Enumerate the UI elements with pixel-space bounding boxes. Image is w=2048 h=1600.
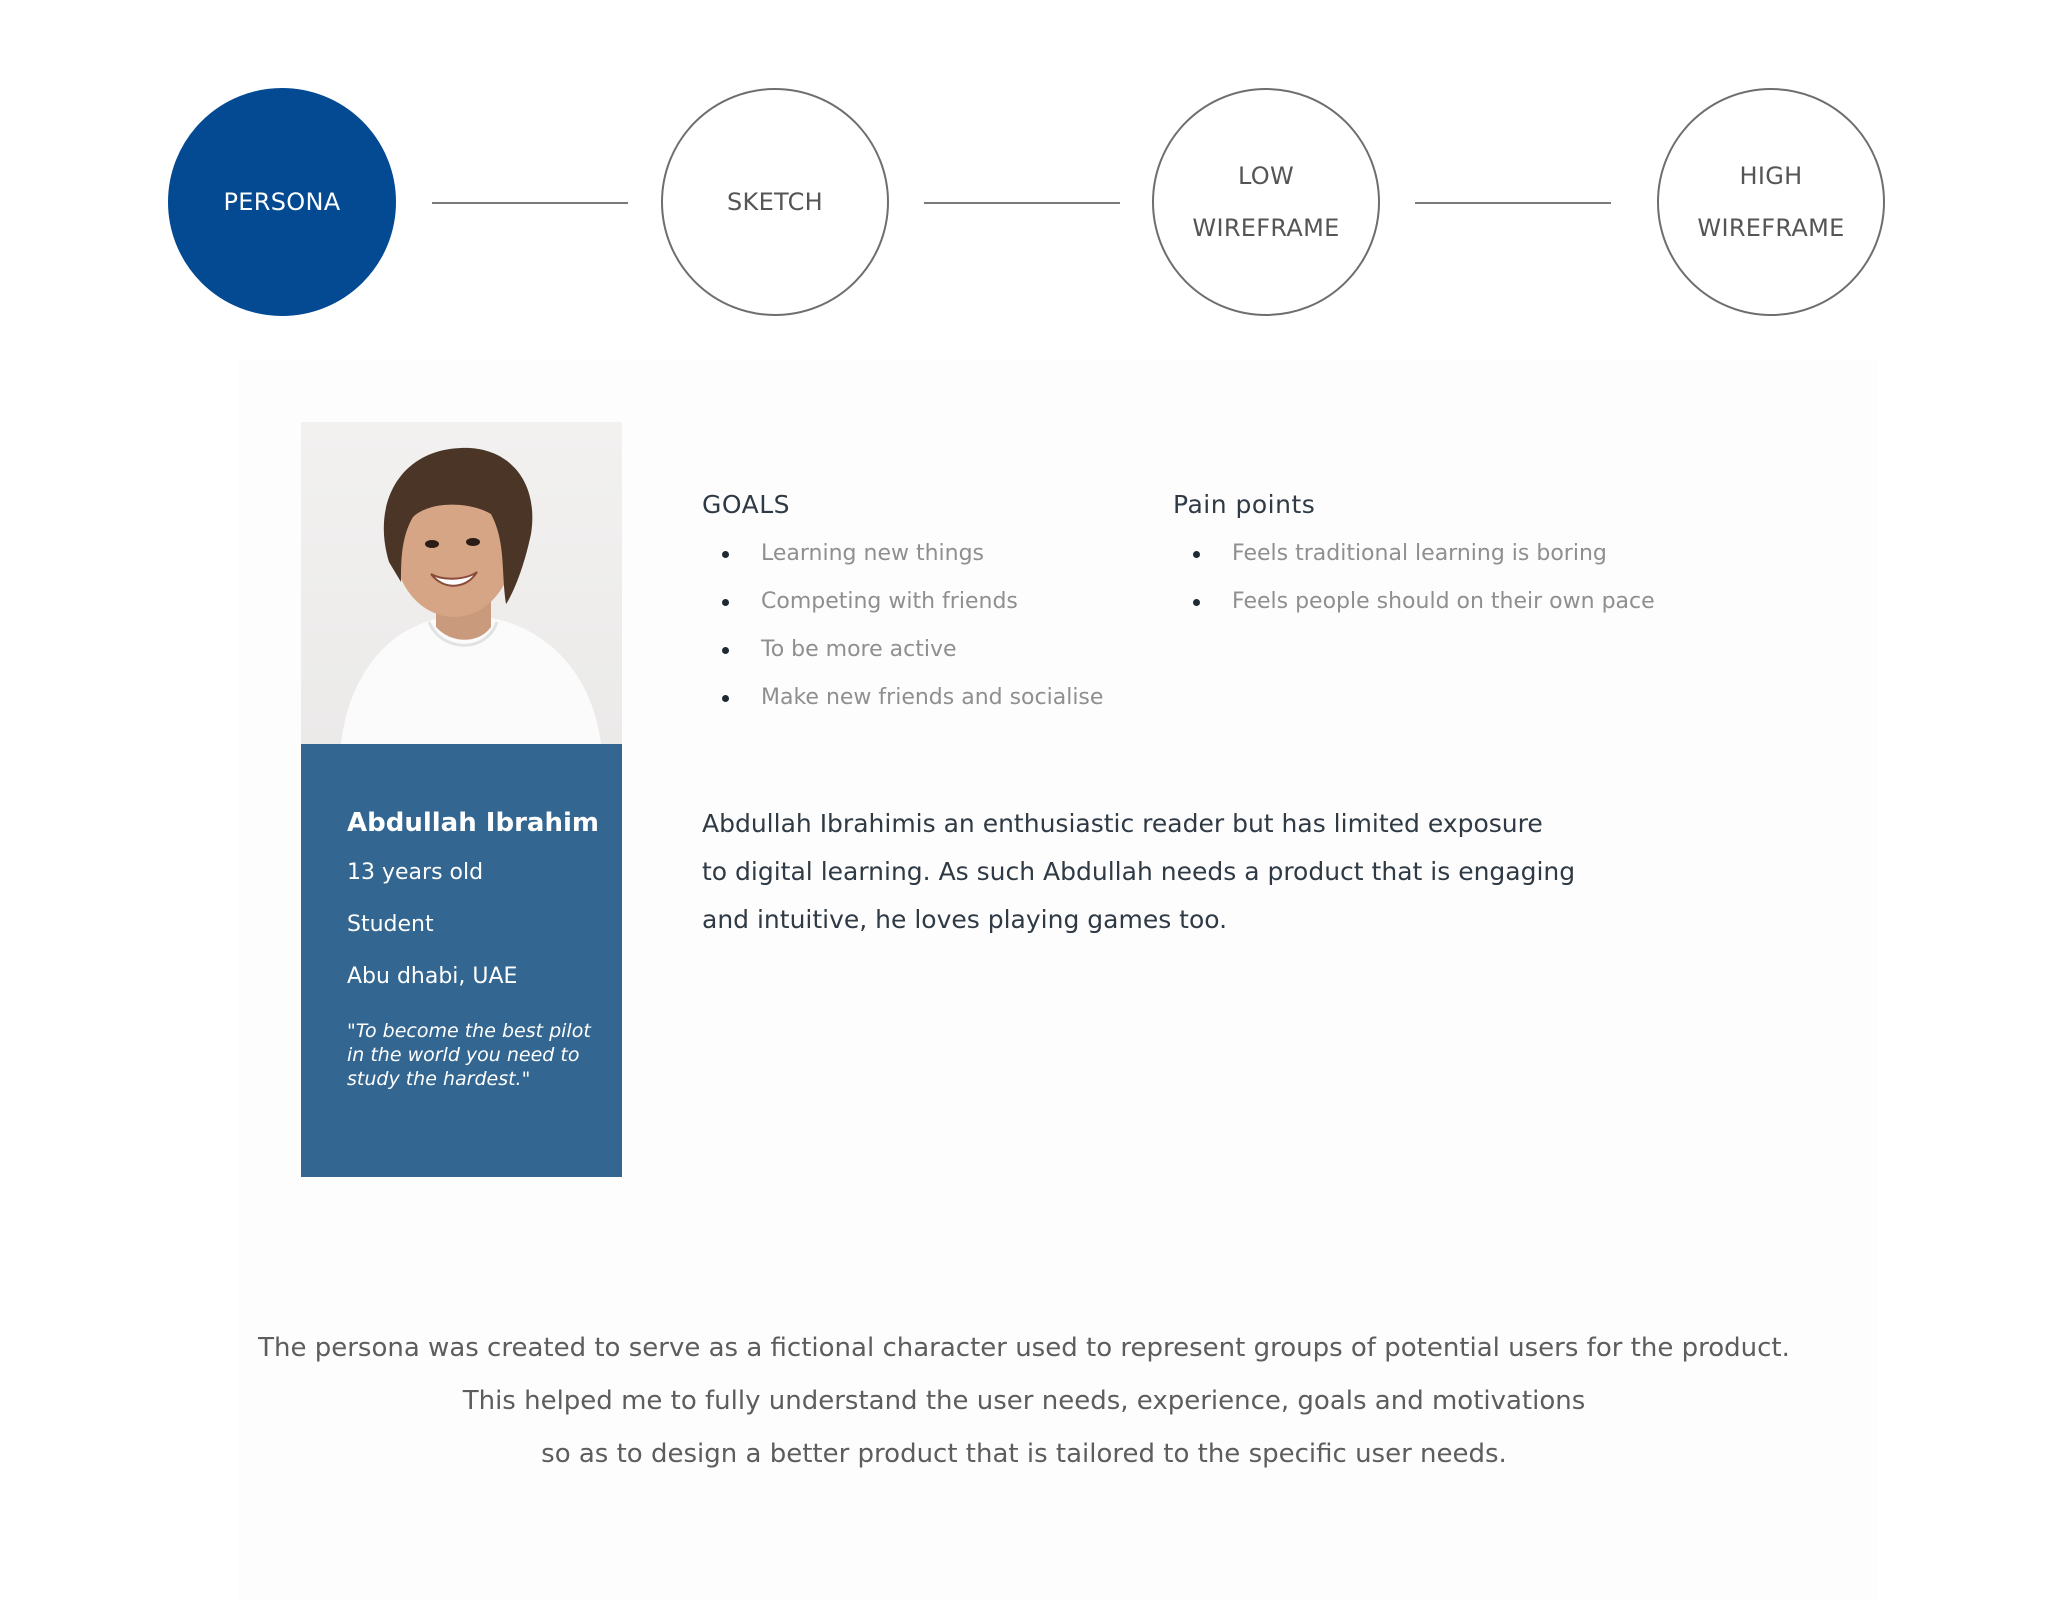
step-high-wireframe[interactable] <box>1657 88 1885 316</box>
summary-line: This helped me to fully understand the user needs, experience, goals and motivations <box>462 1386 1586 1416</box>
description-line: Abdullah Ibrahimis an enthusiastic reader but has limited exposure <box>702 809 1543 838</box>
persona-photo <box>301 422 622 744</box>
summary-line: The persona was created to serve as a fictional character used to represent groups of potential users for the product. <box>258 1333 1790 1363</box>
step-low-wireframe[interactable] <box>1152 88 1380 316</box>
list-item: Feels traditional learning is boring <box>1173 536 1655 584</box>
persona-info-panel <box>301 744 622 1177</box>
step-label: PERSONA <box>223 188 341 216</box>
list-item: Competing with friends <box>702 584 1103 632</box>
list-item: Make new friends and socialise <box>702 680 1103 728</box>
step-connector <box>1415 202 1611 204</box>
step-connector <box>432 202 628 204</box>
step-label-line2: WIREFRAME <box>1192 214 1340 242</box>
step-label-line1: LOW <box>1237 162 1295 190</box>
step-connector <box>924 202 1120 204</box>
step-sketch[interactable] <box>661 88 889 316</box>
list-item: Learning new things <box>702 536 1103 584</box>
persona-occupation: Student <box>347 912 434 937</box>
step-persona[interactable] <box>168 88 396 316</box>
list-item: To be more active <box>702 632 1103 680</box>
goals-list <box>702 536 1103 728</box>
persona-quote: "To become the best pilot in the world you need to study the hardest." <box>347 1020 591 1090</box>
persona-name: Abdullah Ibrahim <box>347 808 599 838</box>
persona-description <box>702 800 1662 944</box>
persona-portrait-image <box>301 422 622 744</box>
persona-age: 13 years old <box>347 860 484 885</box>
pain-points-list <box>1173 536 1655 632</box>
summary-text <box>0 1322 2048 1481</box>
summary-line: so as to design a better product that is tailored to the specific user needs. <box>541 1439 1507 1469</box>
pain-points-heading: Pain points <box>1173 490 1316 519</box>
goals-heading: GOALS <box>702 490 791 519</box>
description-line: to digital learning. As such Abdullah needs a product that is engaging <box>702 857 1576 886</box>
description-line: and intuitive, he loves playing games too. <box>702 905 1228 934</box>
list-item: Feels people should on their own pace <box>1173 584 1655 632</box>
step-label-line2: WIREFRAME <box>1697 214 1845 242</box>
step-label: SKETCH <box>727 188 823 216</box>
step-label-line1: HIGH <box>1739 162 1803 190</box>
persona-location: Abu dhabi, UAE <box>347 964 518 989</box>
